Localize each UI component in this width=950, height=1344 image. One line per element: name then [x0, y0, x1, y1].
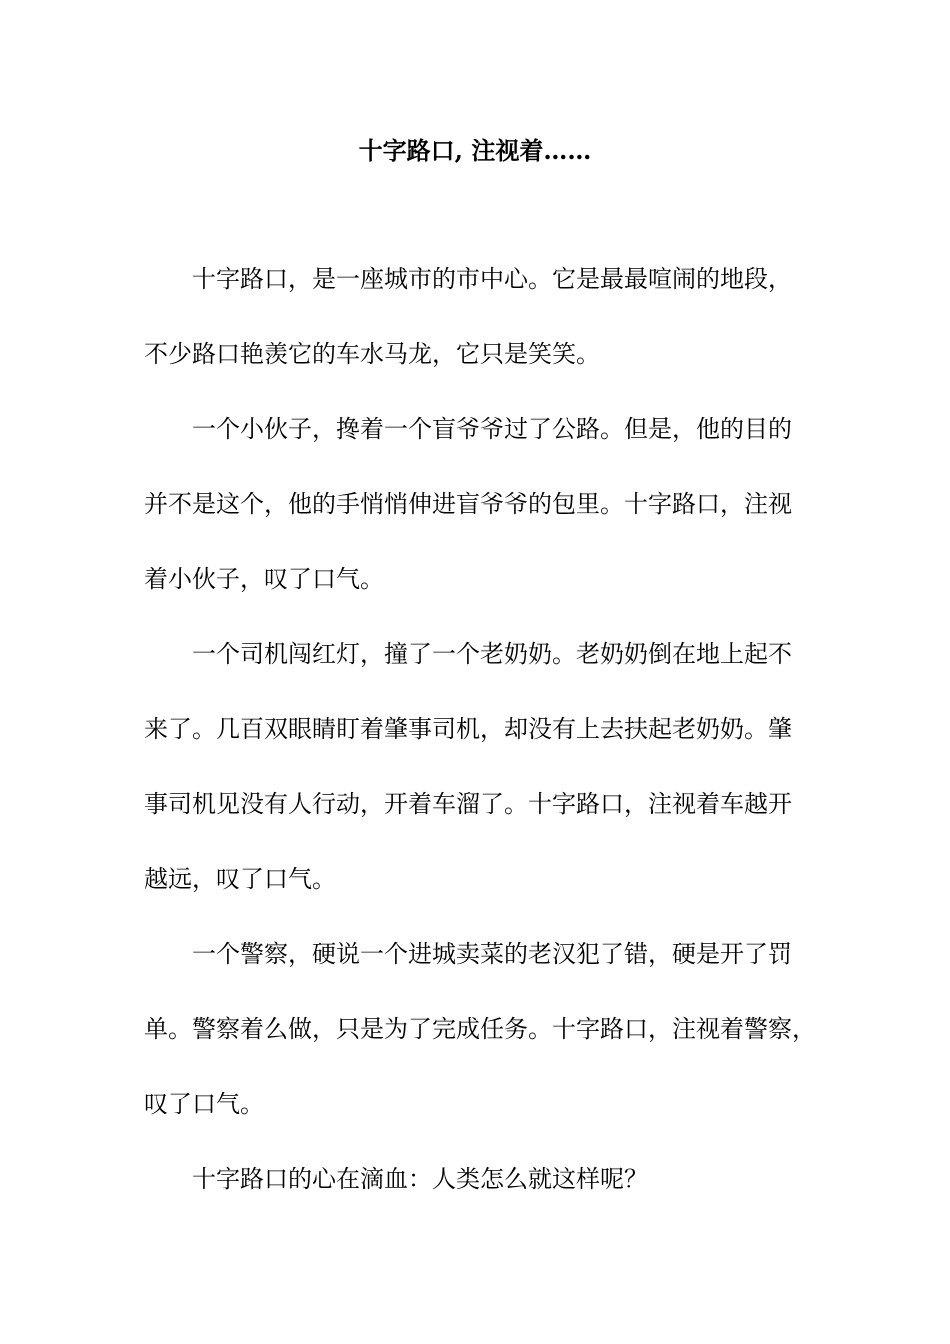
document-body	[144, 242, 834, 1217]
text-line: 并不是这个，他的手悄悄伸进盲爷爷的包里。十字路口，注视	[144, 490, 792, 518]
text-line: 不少路口艳羡它的车水马龙，它只是笑笑。	[144, 340, 600, 368]
text-line: 来了。几百双眼睛盯着肇事司机，却没有上去扶起老奶奶。肇	[144, 715, 792, 743]
text-line: 十字路口，是一座城市的市中心。它是最最喧闹的地段，	[192, 265, 792, 293]
text-line: 一个警察，硬说一个进城卖菜的老汉犯了错，硬是开了罚	[192, 940, 792, 968]
text-line: 单。警察着么做，只是为了完成任务。十字路口，注视着警察，	[144, 1015, 816, 1043]
text-line: 叹了口气。	[144, 1090, 264, 1118]
text-line: 越远，叹了口气。	[144, 865, 336, 893]
text-line: 一个司机闯红灯，撞了一个老奶奶。老奶奶倒在地上起不	[192, 640, 792, 668]
text-line: 一个小伙子，搀着一个盲爷爷过了公路。但是，他的目的	[192, 415, 792, 443]
text-line: 着小伙子，叹了口气。	[144, 565, 384, 593]
document-title: 十字路口, 注视着……	[358, 136, 592, 165]
text-line: 事司机见没有人行动，开着车溜了。十字路口，注视着车越开	[144, 790, 792, 818]
text-line: 十字路口的心在滴血：人类怎么就这样呢？	[192, 1165, 648, 1193]
